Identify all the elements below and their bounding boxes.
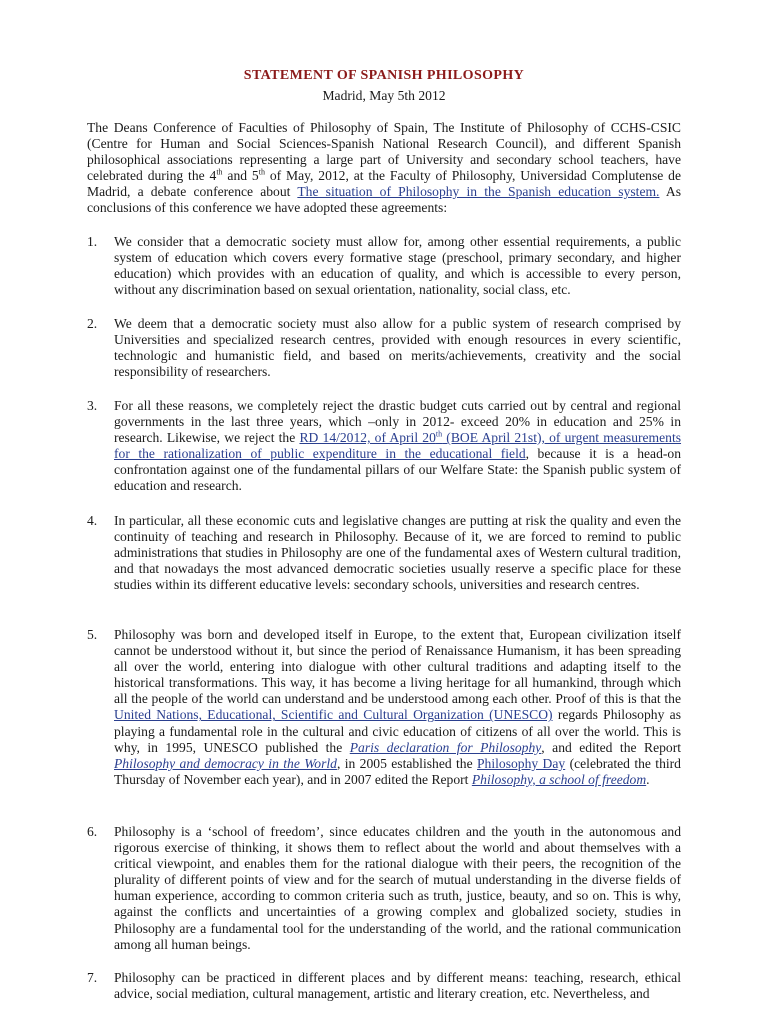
place-date: Madrid, May 5th 2012 xyxy=(322,88,446,103)
list-item xyxy=(87,316,681,380)
list-item xyxy=(87,513,681,593)
item-number: 1. xyxy=(87,234,98,249)
list-item xyxy=(87,234,681,298)
document-title: STATEMENT OF SPANISH PHILOSOPHY xyxy=(243,68,525,83)
item-text: We consider that a democratic society must allow for, among other essential requirements, a public system of education which covers every formative stage (preschool, primary secondary, and higher education) which provides with an education of quality, and which is accessible to every person, without any discrimination based on sexual orientation, nationality, social class, etc. xyxy=(114,234,681,298)
school-of-freedom-link[interactable]: Philosophy, a school of freedom xyxy=(471,771,647,787)
intro-sup-2: th xyxy=(258,167,265,177)
philosophy-democracy-report-link[interactable]: Philosophy and democracy in the World xyxy=(114,755,337,771)
paris-declaration-link[interactable]: Paris declaration for Philosophy xyxy=(349,739,542,755)
intro-sup-1: th xyxy=(216,167,223,177)
rd-link-text-b: (BOE April 21st), of urgent measurements for the rationalization of public expenditure in the educational field xyxy=(114,430,682,462)
item-number: 5. xyxy=(87,627,98,642)
item-text: Philosophy can be practiced in different places and by different means: teaching, research, ethical advice, social mediation, cultural management, artistic and literary creation, etc. Nevertheless, and xyxy=(114,970,681,1002)
item-text xyxy=(114,398,681,495)
item-number: 7. xyxy=(87,970,98,985)
item-text: Philosophy is a ‘school of freedom’, since educates children and the youth in the autonomous and rigorous exercise of thinking, it shows them to reflect about the world and about themselves with a critical viewpoint, and enables them for the rational dialogue with their peers, the recognition of the plurality of different points of view and for the search of mutual understanding in the diverse fields of human experience, according to common criteria such as truth, justice, beauty, and so on. This is why, against the conflicts and uncertainties of a growing complex and globalized society, studies in Philosophy are a fundamental tool for the understanding of the world, and the rational communication among all human beings. xyxy=(114,824,681,952)
item-3-text-1: For all these reasons, we completely reject the drastic budget cuts carried out by central and regional governments in the last three years, which –only in 2012- exceed 20% in education and 25% in research. Likewise, we reject the xyxy=(114,398,681,446)
item-5-text-3: , and edited the Report xyxy=(541,739,682,755)
item-3-text-2: , because it is a head-on confrontation against one of the fundamental pillars of our Welfare State: the Spanish public system of education and research. xyxy=(114,446,681,494)
item-5-text-2: regards Philosophy as playing a fundamental role in the cultural and civic education of citizens of all over the world. This is why, in 1995, UNESCO published the xyxy=(114,707,681,755)
intro-text-4: As conclusions of this conference we have adopted these agreements: xyxy=(87,184,681,216)
item-text: In particular, all these economic cuts and legislative changes are putting at risk the quality and even the continuity of teaching and research in Philosophy. Because of it, we are forced to remind to public administrations that studies in Philosophy are one of the fundamental axes of Western cultural tradition, and that nowadays the most advanced democratic societies usually reserve a specific place for these studies within its different educative levels: secondary schools, universities and research centres. xyxy=(114,513,681,593)
philosophy-day-link[interactable]: Philosophy Day xyxy=(477,755,566,771)
item-number: 3. xyxy=(87,398,98,413)
intro-text-1: The Deans Conference of Faculties of Philosophy of Spain, The Institute of Philosophy of CCHS-CSIC (Centre for Human and Social Sciences-Spanish National Research Council), and different Spanish philosophical associations representing a large part of University and secondary school teachers, have celebrated during the 4 xyxy=(87,120,681,184)
list-item xyxy=(87,627,681,788)
item-number: 6. xyxy=(87,824,98,839)
list-item xyxy=(87,398,681,495)
intro-paragraph xyxy=(87,120,681,217)
education-conference-link[interactable]: The situation of Philosophy in the Spanish education system. xyxy=(297,184,660,200)
item-number: 4. xyxy=(87,513,98,528)
item-number: 2. xyxy=(87,316,98,331)
item-5-text-5: (celebrated the third Thursday of November each year), and in 2007 edited the Report xyxy=(114,755,681,787)
unesco-link[interactable]: United Nations, Educational, Scientific and Cultural Organization (UNESCO) xyxy=(114,707,553,723)
rd-link-text-a: RD 14/2012, of April 20 xyxy=(299,430,436,446)
list-item xyxy=(87,824,681,953)
rd-link-sup: th xyxy=(435,429,443,439)
list-item xyxy=(87,970,681,1002)
item-text: We deem that a democratic society must also allow for a public system of research comprised by Universities and specialized research centres, provided with enough resources in every scientific, technologic and humanistic field, and based on merits/achievements, creativity and the social responsibility of researchers. xyxy=(114,316,681,380)
intro-text-3: of May, 2012, at the Faculty of Philosophy, Universidad Complutense de Madrid, a debate conference about xyxy=(87,168,681,200)
item-5-text-4: , in 2005 established the xyxy=(336,755,477,771)
intro-text-2: and 5 xyxy=(222,168,259,184)
item-text xyxy=(114,627,681,788)
item-5-text-6: . xyxy=(646,771,650,787)
item-5-text-1: Philosophy was born and developed itself in Europe, to the extent that, European civilization itself cannot be understood without it, but since the period of Renaissance Humanism, it has been spreading all over the world, entering into dialogue with other cultural traditions and adapting itself to the historical transformations. This way, it has become a living heritage for all humankind, through which all the people of the world can understand and be understood among each other. Proof of this is that the xyxy=(114,627,681,707)
